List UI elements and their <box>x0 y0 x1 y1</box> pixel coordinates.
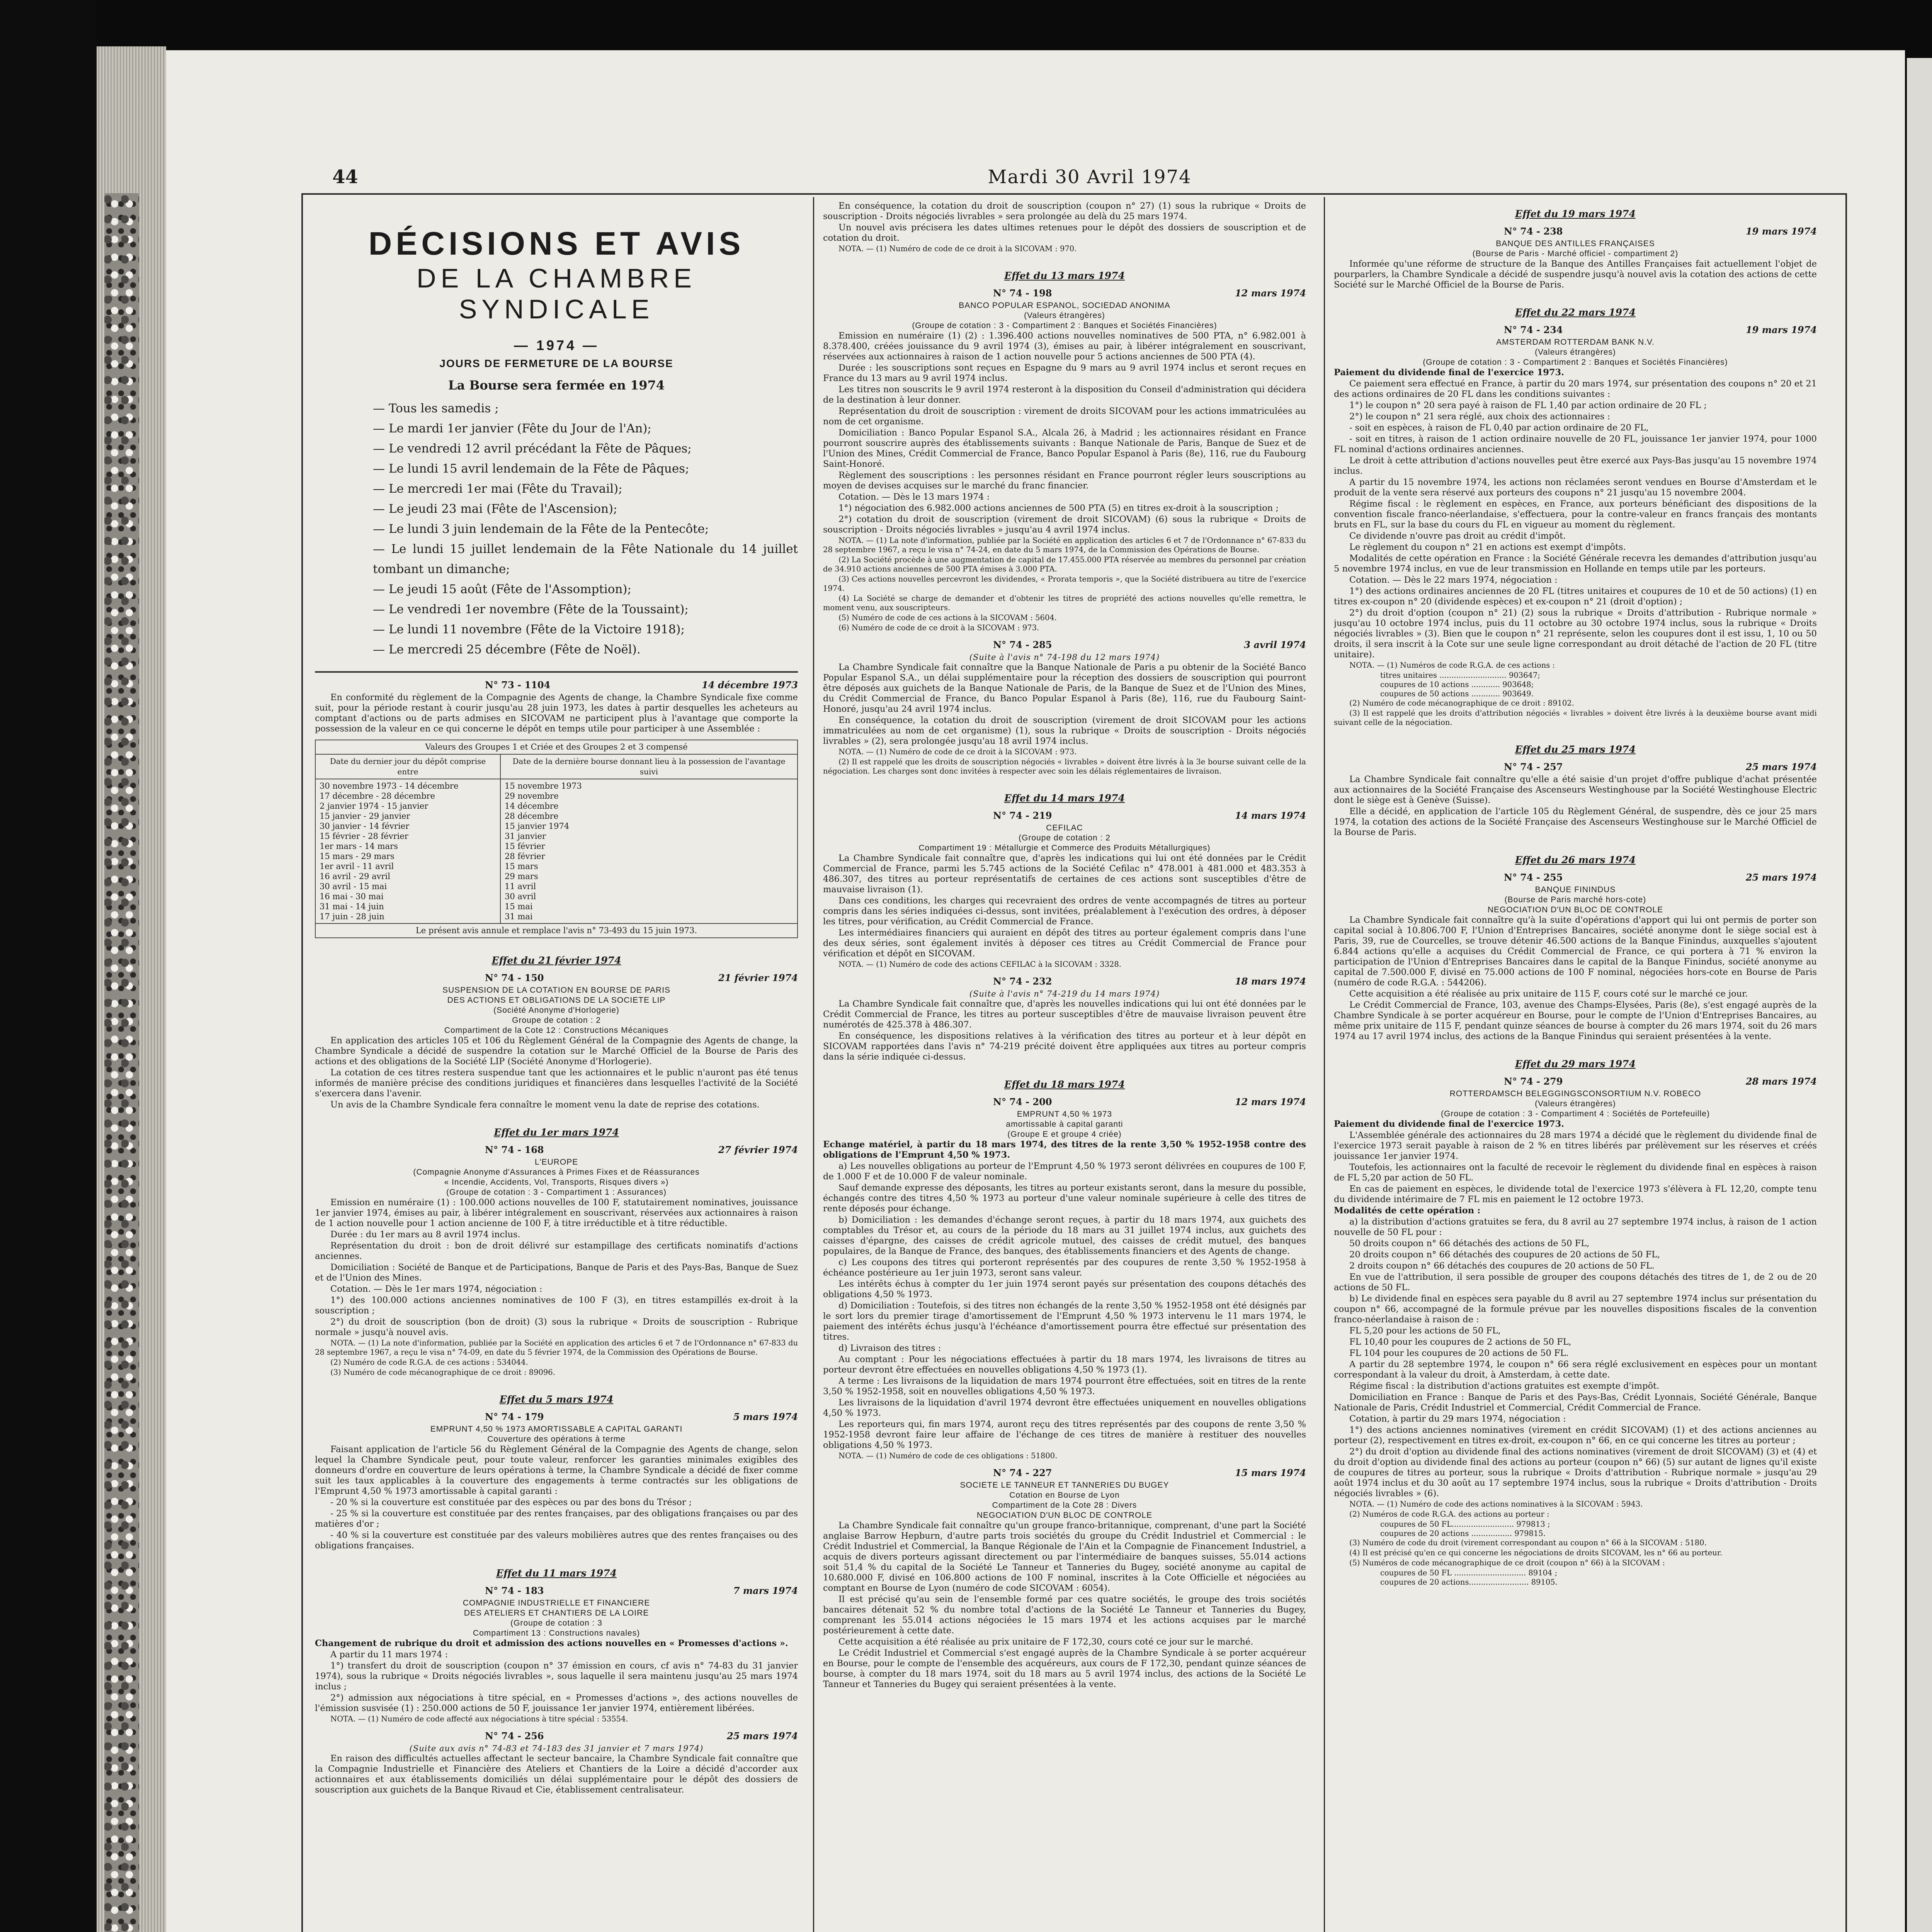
closing-days-heading: JOURS DE FERMETURE DE LA BOURSE <box>439 357 673 369</box>
paragraph: 2°) le coupon n° 21 sera réglé, aux choix des actionnaires : <box>1349 412 1611 422</box>
paragraph: La cotation de ces titres restera suspendue tant que les actionnaires et le public n'auront pas été tenus informés de manière précise des conditions juridiques et financières dans lesquelles l'activité de la Société s'exercera dans l'avenir. <box>315 1068 798 1099</box>
notice-number: N° 74 - 234 <box>1504 324 1563 335</box>
column-1 <box>315 201 798 1932</box>
company-line: (Société Anonyme d'Horlogerie) <box>493 1006 619 1015</box>
company-line: (Valeurs étrangères) <box>1024 311 1105 320</box>
effective-date-heading: Effet du 1er mars 1974 <box>494 1127 619 1138</box>
running-head <box>332 166 1847 193</box>
footnote: (5) Numéros de code mécanographique de ce droit (coupon n° 66) à la SICOVAM : <box>1349 1558 1665 1567</box>
company-line: NEGOCIATION D'UN BLOC DE CONTROLE <box>1487 905 1663 914</box>
notice-date: 3 avril 1974 <box>1244 639 1306 650</box>
paragraph: Le Crédit Industriel et Commercial s'est engagé auprès de la Chambre Syndicale à se porter acquéreur en Bourse, pour le compte de l'ensemble des acquéreurs, aux cours de F 172,30, pendant quinze séances de bourse, à compter du 18 mars 1974, soit du 18 mars au 5 avril 1974 inclus, des actions de la Société Le Tanneur et Tanneries du Bugey qui seraient présentées à la vente. <box>823 1648 1306 1689</box>
notice-header <box>315 1412 798 1422</box>
notice-header <box>1334 226 1817 236</box>
company-line: Compartiment 13 : Constructions navales) <box>473 1629 640 1638</box>
paragraph: La Chambre Syndicale fait connaître qu'elle a été saisie d'un projet d'offre publique d'achat présentée aux actionnaires de la Société Française des Ascenseurs Westinghouse par la Société Westinghouse Electric dont le siège est à Genève (Suisse). <box>1334 774 1817 805</box>
notice-date: 19 mars 1974 <box>1745 226 1817 237</box>
company-line: (Bourse de Paris - Marché officiel - compartiment 2) <box>1472 249 1679 258</box>
list-item: coupures de 20 actions ................. 979815. <box>1380 1529 1546 1538</box>
notice-date: 15 mars 1974 <box>1235 1467 1306 1478</box>
footnote: NOTA. — (1) Numéro de code des actions nominatives à la SICOVAM : 5943. <box>1349 1500 1643 1509</box>
paragraph: Cotation. — Dès le 22 mars 1974, négociation : <box>1349 575 1558 585</box>
paragraph: En conséquence, les dispositions relatives à la vérification des titres au porteur et à leur dépôt en SICOVAM rapportées dans l'avis n° 74-219 précité doivent être appliquées aux titres au porteur compris dans la série indiquée ci-dessus. <box>823 1031 1306 1062</box>
effective-date-heading: Effet du 5 mars 1974 <box>499 1394 614 1405</box>
notice-date: 7 mars 1974 <box>733 1585 798 1596</box>
footnote: (3) Ces actions nouvelles percevront les dividendes, « Prorata temporis », que la Société distribuera au titre de l'exercice 1974. <box>823 575 1306 593</box>
notice-header <box>1334 325 1817 335</box>
column-rule <box>813 197 814 1932</box>
effective-date-heading: Effet du 14 mars 1974 <box>1004 793 1125 804</box>
record-dates-table <box>315 740 798 938</box>
code-list <box>1334 1568 1817 1587</box>
paragraph: Les reporteurs qui, fin mars 1974, auront reçu des titres représentés par des coupons de rente 3,50 % 1952-1958 devront faire leur affaire de l'échange de ces titres de manière à restituer des nouvelles obligations 4,50 % 1973. <box>823 1419 1306 1450</box>
paragraph: Durée : les souscriptions sont reçues en Espagne du 9 mars au 9 avril 1974 inclus et seront reçues en France du 13 mars au 9 avril 1974 inclus. <box>823 363 1306 383</box>
paragraph: En application des articles 105 et 106 du Règlement Général de la Compagnie des Agents de change, la Chambre Syndicale a décidé de suspendre la cotation sur le Marché Officiel de la Bourse de Paris des actions et des obligations de la Société LIP (Société Anonyme d'Horlogerie). <box>315 1036 798 1066</box>
paragraph: Les titres non souscrits le 9 avril 1974 resteront à la disposition du Conseil d'administration qui décidera de la destination à leur donner. <box>823 384 1306 405</box>
paragraph: Le règlement du coupon n° 21 en actions est exempt d'impôts. <box>1349 542 1626 552</box>
notice-date: 5 mars 1974 <box>733 1411 798 1422</box>
notice-number: N° 74 - 257 <box>1504 761 1563 772</box>
section-banner <box>315 224 798 369</box>
paragraph: Cette acquisition a été réalisée au prix unitaire de 115 F, cours coté sur le marché ce jour. <box>1349 989 1748 999</box>
effective-date-heading: Effet du 21 février 1974 <box>492 955 621 966</box>
paragraph: 2°) du droit d'option (coupon n° 21) (2) sous la rubrique « Droits d'attribution - Rubrique normale » jusqu'au 10 octobre 1974 inclus, puis du 11 octobre au 30 octobre 1974 inclus, sous la rubrique « Droits négociés livrables » (3). Bien que le coupon n° 21 représente, selon les coupures dont il est issu, 1, 10 ou 50 droits, il sera inscrit à la Cote sur une seule ligne correspondant au droit détaché de l'action de 20 FL (titre unitaire). <box>1334 608 1817 660</box>
company-line: Compartiment de la Cote 12 : Constructions Mécaniques <box>444 1026 669 1035</box>
paragraph: 1°) des 100.000 actions anciennes nominatives de 100 F (3), en titres estampillés ex-droit à la souscription ; <box>315 1295 798 1316</box>
paragraph: Cette acquisition a été réalisée au prix unitaire de F 172,30, cours coté ce jour sur le marché. <box>838 1637 1253 1647</box>
company-line: (Bourse de Paris marché hors-cote) <box>1504 895 1646 904</box>
company-line: SUSPENSION DE LA COTATION EN BOURSE DE PARIS <box>442 986 671 995</box>
footnote: NOTA. — (1) La note d'information, publiée par la Société en application des articles 6 et 7 de l'Ordonnance n° 67-833 du 28 septembre 1967, a reçu le visa n° 74-24, en date du 5 mars 1974, de la Commission des Opérations de Bourse. <box>823 536 1306 554</box>
suite-reference: (Suite à l'avis n° 74-219 du 14 mars 1974) <box>969 989 1160 998</box>
effective-date-heading: Effet du 18 mars 1974 <box>1004 1079 1125 1090</box>
table-cell: 30 novembre 1973 - 14 décembre 17 décembre - 28 décembre 2 janvier 1974 - 15 janvier 15 janvier - 29 janvier 30 janvier - 14 février 15 février - 28 février 1er mars - 14 mars 15 mars - 29 mars 1er avril - 11 avril 16 avril - 29 avril 30 avril - 15 mai 16 mai - 30 mai 31 mai - 14 juin 17 juin - 28 juin <box>315 779 500 923</box>
list-item: — Le lundi 15 avril lendemain de la Fête de Pâques; <box>373 459 798 479</box>
footnote: (4) La Société se charge de demander et d'obtenir les titres de propriété des actions nouvelles qu'elle remettra, le moment venu, aux souscripteurs. <box>823 594 1306 612</box>
notice-header <box>823 976 1306 986</box>
column-header: Date du dernier jour du dépôt comprise entre <box>315 754 500 779</box>
company-line: L'EUROPE <box>534 1158 578 1167</box>
paragraph: Toutefois, les actionnaires ont la faculté de recevoir le règlement du dividende final en espèces à raison de FL 5,20 par action de 50 FL. <box>1334 1162 1817 1183</box>
paragraph: Cotation. — Dès le 1er mars 1974, négociation : <box>330 1284 543 1294</box>
notice-date: 25 mars 1974 <box>1745 761 1817 772</box>
paragraph: Cotation. — Dès le 13 mars 1974 : <box>838 492 990 502</box>
list-item: coupures de 20 actions......................... 89105. <box>1380 1578 1558 1587</box>
company-line: EMPRUNT 4,50 % 1973 AMORTISSABLE A CAPITAL GARANTI <box>430 1425 683 1434</box>
company-line: Compartiment 19 : Métallurgie et Commerce des Produits Métallurgiques) <box>918 844 1211 852</box>
suite-reference: (Suite à l'avis n° 74-198 du 12 mars 1974) <box>969 653 1160 662</box>
paragraph: b) Domiciliation : les demandes d'échange seront reçues, à partir du 18 mars 1974, aux guichets des comptables du Trésor et, au cours de la période du 18 mars au 31 juillet 1974 inclus, aux guichets des caisses d'épargne, des caisses de crédit agricole mutuel, des caisses de crédit mutuel, des banques populaires, de la Banque de France, des banques, des établissements financiers et des Agents de change. <box>823 1215 1306 1256</box>
paragraph: 2 droits coupon n° 66 détachés des coupures de 20 actions de 50 FL. <box>1349 1261 1655 1271</box>
paragraph: a) la distribution d'actions gratuites se fera, du 8 avril au 27 septembre 1974 inclus, à raison de 1 action nouvelle de 50 FL pour : <box>1334 1217 1817 1237</box>
footnote: (3) Il est rappelé que les droits d'attribution négociés « livrables » doivent être livrés à la deuxième bourse avant midi suivant celle de la négociation. <box>1334 709 1817 727</box>
footnote: NOTA. — (1) La note d'information, publiée par la Société en application des articles 6 et 7 de l'Ordonnance n° 67-833 du 28 septembre 1967, a reçu le visa n° 74-09, en date du 5 février 1974, de la Commission des Opérations de Bourse. <box>315 1338 798 1357</box>
paragraph: A partir du 11 mars 1974 : <box>330 1650 448 1660</box>
effective-date-heading: Effet du 26 mars 1974 <box>1515 854 1636 866</box>
paragraph: Emission en numéraire (1) (2) : 1.396.400 actions nouvelles nominatives de 500 PTA, n° 6.982.001 à 8.378.400, créées jouissance du 9 avril 1974 (3), émises au pair, à libérer intégralement en souscrivant, réservées aux actionnaires à raison de 1 action nouvelle pour 5 actions anciennes de 500 PTA (4). <box>823 331 1306 362</box>
paragraph: A partir du 15 novembre 1974, les actions non réclamées seront vendues en Bourse d'Amsterdam et le produit de la vente sera réservé aux porteurs des coupons n° 21 jusqu'au 15 novembre 2004. <box>1334 477 1817 498</box>
notice-header <box>315 1145 798 1155</box>
company-line: EMPRUNT 4,50 % 1973 <box>1017 1110 1112 1119</box>
list-item: — Tous les samedis ; <box>373 398 798 418</box>
marbled-book-edge <box>104 193 139 1932</box>
paragraph: En raison des difficultés actuelles affectant le secteur bancaire, la Chambre Syndicale fait connaître que la Compagnie Industrielle et Financière des Ateliers et Chantiers de la Loire a décidé d'accorder aux actionnaires et aux établissements domiciliés un délai supplémentaire pour le dépôt des dossiers de souscription aux guichets de la Banque Rivaud et Cie, établissement centralisateur. <box>315 1753 798 1795</box>
effective-date-heading: Effet du 13 mars 1974 <box>1004 270 1125 281</box>
notice-number: N° 74 - 238 <box>1504 226 1563 237</box>
paragraph: 1°) le coupon n° 20 sera payé à raison de FL 1,40 par action ordinaire de 20 FL ; <box>1349 400 1707 410</box>
company-line: BANQUE DES ANTILLES FRANÇAISES <box>1496 239 1655 248</box>
paragraph: 20 droits coupon n° 66 détachés des coupures de 20 actions de 50 FL, <box>1349 1250 1660 1260</box>
list-item: — Le mardi 1er janvier (Fête du Jour de l'An); <box>373 418 798 439</box>
column-3 <box>1334 201 1817 1932</box>
notice-date: 25 mars 1974 <box>1745 872 1817 883</box>
paragraph: En conséquence, la cotation du droit de souscription (coupon n° 27) (1) sous la rubrique « Droits de souscription - Droits négociés livrables » sera prolongée au delà du 25 mars 1974. <box>823 201 1306 221</box>
notice-number: N° 74 - 255 <box>1504 872 1563 883</box>
company-line: Groupe de cotation : 2 <box>512 1016 601 1025</box>
paragraph-heading: Echange matériel, à partir du 18 mars 1974, des titres de la rente 3,50 % 1952-1958 contre des obligations de l'Emprunt 4,50 % 1973. <box>823 1139 1306 1160</box>
paragraph-heading: Paiement du dividende final de l'exercice 1973. <box>1334 1119 1565 1129</box>
footnote: (2) Numéros de code R.G.A. des actions au porteur : <box>1349 1510 1549 1519</box>
paragraph: La Chambre Syndicale fait connaître qu'un groupe franco-britannique, comprenant, d'une part la Société anglaise Barrow Hepburn, d'autre parts trois sociétés du groupe du Crédit Industriel et Commercial : le Crédit Industriel et Commercial, la Banque Régionale de l'Ain et la Compagnie de Financement Industriel, a acquis de divers porteurs agissant directement ou par l'intermédiaire de banques suisses, 55.014 actions soit 51,4 % du capital de la Société Le Tanneur et Tanneries du Bugey, société anonyme au capital de 10.680.000 F, divisé en 106.800 actions de 100 F nominal, inscrites à la Cote Officielle et négociées au comptant en Bourse de Lyon (numéro de code SICOVAM : 6054). <box>823 1520 1306 1593</box>
paragraph: Les livraisons de la liquidation d'avril 1974 devront être effectuées uniquement en nouvelles obligations 4,50 % 1973. <box>823 1398 1306 1418</box>
notice-header <box>823 1468 1306 1478</box>
table-cell: 15 novembre 1973 29 novembre 14 décembre 28 décembre 15 janvier 1974 31 janvier 15 février 28 février 15 mars 29 mars 11 avril 30 avril 15 mai 31 mai <box>500 779 798 923</box>
company-line: NEGOCIATION D'UN BLOC DE CONTROLE <box>976 1511 1153 1520</box>
list-item: — Le lundi 3 juin lendemain de la Fête de la Pentecôte; <box>373 519 798 539</box>
column-2 <box>823 201 1306 1932</box>
notice-date: 27 février 1974 <box>718 1144 798 1155</box>
notice-number: N° 74 - 219 <box>993 810 1052 821</box>
notice-number: N° 74 - 179 <box>485 1411 544 1422</box>
company-line: (Groupe de cotation : 3 - Compartiment 2 : Banques et Sociétés Financières) <box>1423 358 1728 367</box>
paragraph: Domiciliation en France : Banque de Paris et des Pays-Bas, Crédit Lyonnais, Société Générale, Banque Nationale de Paris, Crédit Industriel et Commercial, Crédit Commercial de France. <box>1334 1392 1817 1413</box>
notice-header <box>823 639 1306 650</box>
notice-header <box>823 288 1306 298</box>
paragraph: 2°) admission aux négociations à titre spécial, en « Promesses d'actions », des actions nouvelles de l'émission susvisée (1) : 250.000 actions de 50 F, jouissance 1er janvier 1974, entièrement libérées. <box>315 1693 798 1713</box>
paragraph: La Chambre Syndicale fait connaître que, d'après les nouvelles indications qui lui ont été données par le Crédit Commercial de France, les titres au porteur susceptibles d'être de mauvaise livraison peuvent être numérotés de 425.378 à 486.307. <box>823 999 1306 1030</box>
footnote: (6) Numéro de code de ce droit à la SICOVAM : 973. <box>838 623 1039 632</box>
effective-date-heading: Effet du 22 mars 1974 <box>1515 307 1636 318</box>
notice-date: 25 mars 1974 <box>726 1730 798 1742</box>
paragraph: La Chambre Syndicale fait connaître qu'à la suite d'opérations d'apport qui lui ont permis de porter son capital social à 10.806.700 F, l'Union d'Entreprises Bancaires, société anonyme dont le siège social est à Paris, 39, rue de Courcelles, se trouve détenir 46.500 actions de la Banque Finindus, auxquelles s'ajoutent 6.844 actions qu'elle a acquises du Crédit Commercial de France, ce qui portera à 71 % environ la participation de l'Union d'Entreprises Bancaires dans le capital de la Banque Finindus, société anonyme au capital de 7.500.000 F, divisé en 75.000 actions de 100 F nominal, négociées hors-cote en Bourse de Paris (numéro de code R.G.A. : 544206). <box>1334 915 1817 988</box>
banner-year: — 1974 — <box>514 337 599 353</box>
notice-number: N° 74 - 232 <box>993 976 1052 987</box>
footnote: (3) Numéro de code mécanographique de ce droit : 89096. <box>330 1368 555 1377</box>
company-line: BANCO POPULAR ESPANOL, SOCIEDAD ANONIMA <box>959 301 1170 310</box>
company-line: Cotation en Bourse de Lyon <box>1009 1491 1120 1500</box>
notice-header <box>1334 762 1817 772</box>
footnote: (2) Il est rappelé que les droits de souscription négociés « livrables » doivent être livrés à la 3e bourse suivant celle de la négociation. Les charges sont donc invitées à respecter avec soin les délais réglementaires de livraison. <box>823 757 1306 776</box>
notice-header <box>1334 872 1817 883</box>
paragraph: Ce paiement sera effectué en France, à partir du 20 mars 1974, sur présentation des coupons n° 20 et 21 des actions ordinaires de 20 FL dans les conditions suivantes : <box>1334 379 1817 399</box>
paragraph: FL 10,40 pour les coupures de 2 actions de 50 FL, <box>1349 1337 1571 1347</box>
company-line: DES ATELIERS ET CHANTIERS DE LA LOIRE <box>464 1609 649 1617</box>
company-line: (Groupe de cotation : 2 <box>1019 833 1111 842</box>
paragraph: Régime fiscal : la distribution d'actions gratuites est exempte d'impôt. <box>1349 1381 1660 1391</box>
notice-header <box>315 1585 798 1596</box>
paragraph: d) Domiciliation : Toutefois, si des titres non échangés de la rente 3,50 % 1952-1958 ont été désignés par le sort lors du premier tirage d'amortissement de l'Emprunt 4,50 % 1973 intervenu le 11 mars 1974, le paiement des intérêts échus jusqu'à l'échéance d'amortissement pourra être effectué sur présentation des titres. <box>823 1301 1306 1342</box>
paragraph: En conformité du règlement de la Compagnie des Agents de change, la Chambre Syndicale fixe comme suit, pour la période restant à courir jusqu'au 28 juin 1973, les dates à partir desquelles les acheteurs au comptant d'actions ou de parts admises en SICOVAM ne participent plus à l'avantage que comporte la possession de la valeur en ce qui concerne le dépôt en temps utile pour participer à une Assemblée : <box>315 692 798 734</box>
notice-number: N° 74 - 285 <box>993 639 1052 650</box>
notice-number: N° 74 - 168 <box>485 1144 544 1155</box>
footnote: (2) La Société procède à une augmentation de capital de 17.455.000 PTA réservée au membres du personnel par création de 34.910 actions anciennes de 500 PTA émises à 3.000 PTA. <box>823 555 1306 573</box>
table-caption: Valeurs des Groupes 1 et Criée et des Groupes 2 et 3 compensé <box>315 740 798 754</box>
list-item: coupures de 50 FL.......................... 979813 ; <box>1380 1520 1550 1529</box>
paragraph: Représentation du droit : bon de droit délivré sur estampillage des certificats nominatifs d'actions anciennes. <box>315 1241 798 1261</box>
paragraph: La Chambre Syndicale fait connaître que la Banque Nationale de Paris a pu obtenir de la Société Banco Popular Espanol S.A., un délai supplémentaire pour la réception des dossiers de souscription qui pourront être déposés aux guichets de la Banque Nationale de Paris, de la Banque de Suez et de l'Union des Mines, du Crédit Commercial de France, du Banco Popular Espanol à Paris (8e), 116, rue du Faubourg Saint-Honoré, jusqu'au 24 avril 1974 inclus. <box>823 662 1306 714</box>
footnote: NOTA. — (1) Numéro de code de ce droit à la SICOVAM : 970. <box>838 244 1077 253</box>
paragraph: - 25 % si la couverture est constituée par des rentes françaises, par des obligations françaises ou par des matières d'or ; <box>315 1509 798 1529</box>
paragraph-heading: Changement de rubrique du droit et admission des actions nouvelles en « Promesses d'actions ». <box>315 1638 788 1648</box>
footnote: (2) Numéro de code R.G.A. de ces actions : 534044. <box>330 1358 528 1367</box>
notice-header <box>315 680 798 690</box>
paragraph: - soit en espèces, à raison de FL 0,40 par action ordinaire de 20 FL, <box>1349 423 1649 433</box>
company-line: AMSTERDAM ROTTERDAM BANK N.V. <box>1496 338 1655 347</box>
notice-number: N° 74 - 183 <box>485 1585 544 1596</box>
column-rule <box>1324 197 1325 1932</box>
notice-number: N° 74 - 279 <box>1504 1076 1563 1087</box>
paragraph: A partir du 28 septembre 1974, le coupon n° 66 sera réglé exclusivement en espèces pour un montant correspondant à la valeur du droit, à Amsterdam, à cette date. <box>1334 1359 1817 1380</box>
paragraph: a) Les nouvelles obligations au porteur de l'Emprunt 4,50 % 1973 seront délivrées en coupures de 100 F, de 1.000 F et de 10.000 F de valeur nominale. <box>823 1161 1306 1182</box>
paragraph: Emission en numéraire (1) : 100.000 actions nouvelles de 100 F, statutairement nominatives, jouissance 1er janvier 1974, émises au pair, à libérer intégralement en souscrivant, réservées aux actionnaires à raison de 1 action nouvelle pour 1 action ancienne de 100 F, à titre irréductible et à titre réductible. <box>315 1197 798 1228</box>
paragraph: A terme : Les livraisons de la liquidation de mars 1974 pourront être effectuées, soit en titres de la rente 3,50 % 1952-1958, soit en nouvelles obligations 4,50 % 1973. <box>823 1376 1306 1396</box>
notice-date: 12 mars 1974 <box>1235 287 1306 299</box>
paragraph: Un avis de la Chambre Syndicale fera connaître le moment venu la date de reprise des cotations. <box>330 1100 760 1110</box>
facing-page-edge <box>1907 58 1932 1932</box>
suite-reference: (Suite aux avis n° 74-83 et 74-183 des 31 janvier et 7 mars 1974) <box>409 1744 704 1753</box>
company-line: « Incendie, Accidents, Vol, Transports, Risques divers ») <box>444 1178 669 1187</box>
paragraph-heading: Paiement du dividende final de l'exercice 1973. <box>1334 367 1565 378</box>
company-line: (Compagnie Anonyme d'Assurances à Primes Fixes et de Réassurances <box>413 1168 700 1177</box>
paragraph: - soit en titres, à raison de 1 action ordinaire nouvelle de 20 FL, jouissance 1er janvier 1974, pour 1000 FL nominal d'actions ordinaires anciennes. <box>1334 434 1817 454</box>
footnote: NOTA. — (1) Numéro de code de ce droit à la SICOVAM : 973. <box>838 747 1077 756</box>
list-item: coupures de 10 actions ............ 903648; <box>1380 680 1534 689</box>
paragraph: Les intermédiaires financiers qui auraient en dépôt des titres au porteur également compris dans l'une des deux séries, sont également invités à déposer ces titres au Crédit Commercial de France pour vérification et dépôt en SICOVAM. <box>823 928 1306 959</box>
company-line: amortissable à capital garanti <box>1006 1120 1123 1129</box>
list-item: coupures de 50 FL .............................. 89104 ; <box>1380 1568 1558 1577</box>
notice-number: N° 74 - 200 <box>993 1096 1052 1107</box>
paragraph: Faisant application de l'article 56 du Règlement Général de la Compagnie des Agents de change, selon lequel la Chambre Syndicale peut, pour toute valeur, renforcer les garanties minimales exigibles des donneurs d'ordre en couverture de leurs opérations à terme, la Chambre Syndicale a décidé de fixer comme suit les taux applicables à la couverture des engagements à terme contractés sur les obligations de l'Emprunt 4,50 % 1973 amortissable à capital garanti : <box>315 1444 798 1496</box>
notice-header <box>1334 1076 1817 1087</box>
paragraph: FL 5,20 pour les actions de 50 FL, <box>1349 1326 1501 1336</box>
paragraph: Domiciliation : Société de Banque et de Participations, Banque de Paris et des Pays-Bas, Banque de Suez et de l'Union des Mines. <box>315 1262 798 1283</box>
footnote: (5) Numéro de code de ces actions à la SICOVAM : 5604. <box>838 613 1057 622</box>
company-line: (Groupe E et groupe 4 criée) <box>1007 1130 1122 1139</box>
notice-number: N° 73 - 1104 <box>485 679 551 690</box>
list-item: — Le lundi 15 juillet lendemain de la Fête Nationale du 14 juillet tombant un dimanche; <box>373 539 798 579</box>
company-line: (Groupe de cotation : 3 - Compartiment 2 : Banques et Sociétés Financières) <box>912 321 1217 330</box>
paragraph: 2°) du droit d'option au dividende final des actions nominatives (virement de droit SICOVAM) (3) et (4) et du droit d'option au dividende final des actions au porteur (coupon n° 66) (5) sur autant de lignes qu'il existe de coupures de titres au porteur, sous la rubrique « Droits d'attribution - Rubrique normale » jusqu'au 29 août 1974 inclus et du 30 août au 17 septembre 1974 inclus, sous la rubrique « Droits d'attribution - Droits négociés livrables » (6). <box>1334 1447 1817 1498</box>
company-line: CEFILAC <box>1046 823 1083 832</box>
paragraph: Informée qu'une réforme de structure de la Banque des Antilles Françaises fait actuellement l'objet de pourparlers, la Chambre Syndicale a décidé de suspendre jusqu'à nouvel avis la cotation des actions de cette Société sur le Marché Officiel de la Bourse de Paris. <box>1334 259 1817 290</box>
notice-header <box>823 1097 1306 1107</box>
notice-date: 21 février 1974 <box>718 972 798 983</box>
company-line: DES ACTIONS ET OBLIGATIONS DE LA SOCIETE LIP <box>447 996 666 1005</box>
effective-date-heading: Effet du 11 mars 1974 <box>496 1568 617 1579</box>
notice-number: N° 74 - 150 <box>485 972 544 983</box>
paragraph: Règlement des souscriptions : les personnes résidant en France pourront régler leurs souscriptions au moyen de devises acquises sur le marché du franc financier. <box>823 470 1306 491</box>
list-item: — Le vendredi 1er novembre (Fête de la Toussaint); <box>373 599 798 619</box>
paragraph: En vue de l'attribution, il sera possible de grouper des coupons détachés des titres de 1, de 2 ou de 20 actions de 50 FL. <box>1334 1272 1817 1293</box>
code-list <box>1334 671 1817 699</box>
paragraph: Domiciliation : Banco Popular Espanol S.A., Alcala 26, à Madrid ; les actionnaires résidant en France pourront souscrire auprès des établissements suivants : Banque Nationale de Paris, Banque de Suez et de l'Union des Mines, Crédit Commercial de France, Banco Popular Espanol à Paris (8e), 116, rue du Faubourg Saint-Honoré. <box>823 428 1306 469</box>
paragraph: Régime fiscal : le règlement en espèces, en France, aux porteurs bénéficiant des dispositions de la convention fiscale franco-néerlandaise, s'effectuera, pour la contre-valeur en francs français des montants bruts en FL, sur la base du cours du FL en vigueur au moment du règlement. <box>1334 499 1817 530</box>
list-item: titres unitaires ............................ 903647; <box>1380 671 1540 680</box>
company-line: (Valeurs étrangères) <box>1535 1099 1616 1108</box>
notice-number: N° 74 - 198 <box>993 287 1052 299</box>
paragraph: 2°) cotation du droit de souscription (virement de droit SICOVAM) (6) sous la rubrique « Droits de souscription - Droits négociés livrables » jusqu'au 4 avril 1974 inclus. <box>823 514 1306 535</box>
paragraph: Les intérêts échus à compter du 1er juin 1974 seront payés sur présentation des coupons détachés des obligations 4,50 % 1973. <box>823 1279 1306 1299</box>
paragraph: 1°) des actions anciennes nominatives (virement en crédit SICOVAM) (1) et des actions anciennes au porteur (2), respectivement en titres ex-droit, ex-coupon n° 66, en ce qui concerne les titres au porteur ; <box>1334 1425 1817 1446</box>
company-line: BANQUE FININDUS <box>1535 885 1616 894</box>
paragraph-heading: Modalités de cette opération : <box>1334 1206 1481 1216</box>
company-line: (Groupe de cotation : 3 - Compartiment 1 : Assurances) <box>446 1188 667 1197</box>
company-line: (Valeurs étrangères) <box>1535 348 1616 357</box>
company-line: SOCIETE LE TANNEUR ET TANNERIES DU BUGEY <box>960 1481 1169 1490</box>
closed-title: La Bourse sera fermée en 1974 <box>448 378 665 393</box>
paragraph: Cotation, à partir du 29 mars 1974, négociation : <box>1349 1414 1566 1424</box>
paragraph: Le droit à cette attribution d'actions nouvelles peut être exercé aux Pays-Bas jusqu'au 15 novembre 1974 inclus. <box>1334 456 1817 476</box>
table-footer: Le présent avis annule et remplace l'avis n° 73-493 du 15 juin 1973. <box>315 923 798 938</box>
footnote: NOTA. — (1) Numéros de code R.G.A. de ces actions : <box>1349 661 1555 670</box>
company-line: Couverture des opérations à terme <box>487 1435 626 1444</box>
paragraph: d) Livraison des titres : <box>838 1343 941 1353</box>
paragraph: 1°) transfert du droit de souscription (coupon n° 37 émission en cours, cf avis n° 74-83 du 31 janvier 1974), sous la rubrique « Droits négociés livrables », sous laquelle il sera maintenu jusqu'au 25 mars 1974 inclus ; <box>315 1661 798 1692</box>
paragraph: L'Assemblée générale des actionnaires du 28 mars 1974 a décidé que le règlement du dividende final de l'exercice 1973 serait payable à raison de 2 % en titres libérés par prélèvement sur les réserves et créés jouissance 1er janvier 1974. <box>1334 1130 1817 1161</box>
list-item: — Le lundi 11 novembre (Fête de la Victoire 1918); <box>373 619 798 639</box>
page-number: 44 <box>332 166 358 188</box>
list-item: — Le vendredi 12 avril précédant la Fête de Pâques; <box>373 439 798 459</box>
paragraph: En cas de paiement en espèces, le dividende total de l'exercice 1973 s'élèvera à FL 12,20, compte tenu du dividende intérimaire de 7 FL mis en paiement le 12 octobre 1973. <box>1334 1184 1817 1204</box>
list-item: coupures de 50 actions ............ 903649. <box>1380 689 1534 698</box>
effective-date-heading: Effet du 29 mars 1974 <box>1515 1058 1636 1070</box>
paragraph: Elle a décidé, en application de l'article 105 du Règlement Général, de suspendre, dès ce jour 25 mars 1974, la cotation des actions de la Société Française des Ascenseurs Westinghouse sur le Marché Officiel de la Bourse de Paris. <box>1334 806 1817 837</box>
footnote: (4) Il est précisé qu'en ce qui concerne les négociations de droits SICOVAM, les n° 66 au porteur. <box>1349 1548 1723 1557</box>
footnote: NOTA. — (1) Numéro de code des actions CEFILAC à la SICOVAM : 3328. <box>838 960 1122 969</box>
banner-subtitle: DE LA CHAMBRE SYNDICALE <box>417 263 696 324</box>
paragraph: Au comptant : Pour les négociations effectuées à partir du 18 mars 1974, les livraisons de titres au porteur devront être effectuées en nouvelles obligations 4,50 % 1973 (1). <box>823 1354 1306 1375</box>
effective-date-heading: Effet du 25 mars 1974 <box>1515 744 1636 755</box>
footnote: (3) Numéro de code du droit (virement correspondant au coupon n° 66 à la SICOVAM : 5180. <box>1349 1538 1707 1547</box>
footnote: (2) Numéro de code mécanographique de ce droit : 89102. <box>1349 699 1574 707</box>
paragraph: Modalités de cette opération en France : la Société Générale recevra les demandes d'attribution jusqu'au 5 novembre 1974 inclus, en vue de leur transmission en Hollande en temps utile par les porteurs. <box>1334 553 1817 574</box>
paragraph: - 40 % si la couverture est constituée par des valeurs mobilières autres que des rentes françaises ou des obligations françaises. <box>315 1530 798 1551</box>
notice-date: 12 mars 1974 <box>1235 1096 1306 1107</box>
holiday-list <box>315 398 798 660</box>
notice-header <box>823 810 1306 821</box>
company-line: (Groupe de cotation : 3 - Compartiment 4 : Sociétés de Portefeuille) <box>1441 1109 1710 1118</box>
code-list <box>1334 1520 1817 1538</box>
list-item: — Le jeudi 23 mai (Fête de l'Ascension); <box>373 499 798 519</box>
paragraph: En conséquence, la cotation du droit de souscription (virement de droit SICOVAM pour les actions immatriculées au nom de cet organisme) (1), sous la rubrique « Droits de souscription - Droits négociés livrables » (2), sera prolongée jusqu'au 18 avril 1974 inclus. <box>823 715 1306 746</box>
paragraph: c) Les coupons des titres qui porteront représentés par des coupures de rente 3,50 % 1952-1958 à échéance postérieure au 1er juin 1973, seront sans valeur. <box>823 1257 1306 1278</box>
paragraph: Sauf demande expresse des déposants, les titres au porteur existants seront, dans la mesure du possible, échangés contre des titres 4,50 % 1973 au porteur d'une valeur nominale supérieure à celle des titres de rente déposés pour échange. <box>823 1183 1306 1214</box>
paragraph: Il est précisé qu'au sein de l'ensemble formé par ces quatre sociétés, le groupe des trois sociétés bancaires détenait 52 % du nombre total d'actions de la Société Le Tanneur et Tanneries du Bugey, comprenant les 55.014 actions négociées le 15 mars 1974 et les actions acquises par le marché postérieurement à cette date. <box>823 1594 1306 1636</box>
notice-header <box>315 1731 798 1741</box>
notice-date: 14 décembre 1973 <box>702 679 798 690</box>
notice-number: N° 74 - 256 <box>485 1730 544 1742</box>
notice-date: 18 mars 1974 <box>1235 976 1306 987</box>
notice-header <box>315 973 798 983</box>
list-item: — Le jeudi 15 août (Fête de l'Assomption); <box>373 579 798 599</box>
paragraph: Un nouvel avis précisera les dates ultimes retenues pour le dépôt des dossiers de souscription et de cotation du droit. <box>823 223 1306 243</box>
company-line: (Groupe de cotation : 3 <box>510 1619 602 1628</box>
paragraph: La Chambre Syndicale fait connaître que, d'après les indications qui lui ont été données par le Crédit Commercial de France, parmi les 5.745 actions de la Société Cefilac n° 478.001 à 481.000 et 483.353 à 486.307, des titres au porteur représentatifs de certaines de ces actions sont susceptibles d'être de mauvaise livraison (1). <box>823 853 1306 895</box>
notice-date: 14 mars 1974 <box>1235 810 1306 821</box>
paragraph: b) Le dividende final en espèces sera payable du 8 avril au 27 septembre 1974 inclus sur présentation du coupon n° 66, accompagné de la formule prévue par les nouvelles dispositions fiscales de la convention franco-néerlandaise à raison de : <box>1334 1294 1817 1325</box>
paragraph: 1°) des actions ordinaires anciennes de 20 FL (titres unitaires et coupures de 10 et de 50 actions) (1) en titres ex-coupon n° 20 (dividende espèces) et ex-coupon n° 21 (droit d'option) ; <box>1334 586 1817 607</box>
column-header: Date de la dernière bourse donnant lieu à la possession de l'avantage suivi <box>500 754 798 779</box>
divider <box>315 671 798 673</box>
company-line: ROTTERDAMSCH BELEGGINGSCONSORTIUM N.V. ROBECO <box>1449 1089 1701 1098</box>
paragraph: Représentation du droit de souscription : virement de droits SICOVAM pour les actions immatriculées au nom de cet organisme. <box>823 406 1306 427</box>
notice-number: N° 74 - 227 <box>993 1467 1052 1478</box>
notice-date: 19 mars 1974 <box>1745 324 1817 335</box>
paragraph: Durée : du 1er mars au 8 avril 1974 inclus. <box>330 1230 520 1240</box>
paragraph: Ce dividende n'ouvre pas droit au crédit d'impôt. <box>1349 531 1566 541</box>
footnote: NOTA. — (1) Numéro de code affecté aux négociations à titre spécial : 53554. <box>330 1714 628 1723</box>
list-item: — Le mercredi 1er mai (Fête du Travail); <box>373 479 798 499</box>
list-item: — Le mercredi 25 décembre (Fête de Noël). <box>373 639 798 660</box>
paragraph: Le Crédit Commercial de France, 103, avenue des Champs-Elysées, Paris (8e), s'est engagé auprès de la Chambre Syndicale à se porter acquéreur en Bourse, pour le compte de l'Union d'Entreprises Bancaires, au même prix unitaire de 115 F, pendant quinze séances de bourse à compter du 26 mars 1974, soit du 26 mars 1974 au 17 avril 1974 inclus, des actions de la Banque Finindus qui seraient présentées à la vente. <box>1334 1000 1817 1041</box>
paragraph: - 20 % si la couverture est constituée par des espèces ou par des bons du Trésor ; <box>330 1497 692 1507</box>
page-date: Mardi 30 Avril 1974 <box>988 166 1192 188</box>
paragraph: Dans ces conditions, les charges qui recevraient des ordres de vente accompagnés de titres au porteur compris dans les séries indiquées ci-dessus, sont invitées, préalablement à l'exécution des ordres, à déposer les titres, pour vérification, au Crédit Commercial de France. <box>823 896 1306 927</box>
footnote: NOTA. — (1) Numéro de code de ces obligations : 51800. <box>838 1451 1058 1460</box>
company-line: Compartiment de la Cote 28 : Divers <box>992 1501 1137 1510</box>
paragraph: 50 droits coupon n° 66 détachés des actions de 50 FL, <box>1349 1238 1590 1248</box>
effective-date-heading: Effet du 19 mars 1974 <box>1515 208 1636 219</box>
company-line: COMPAGNIE INDUSTRIELLE ET FINANCIERE <box>463 1599 650 1607</box>
paragraph: 1°) négociation des 6.982.000 actions anciennes de 500 PTA (5) en titres ex-droit à la souscription ; <box>838 503 1279 513</box>
paragraph: 2°) du droit de souscription (bon de droit) (3) sous la rubrique « Droits de souscription - Rubrique normale » jusqu'à nouvel avis. <box>315 1317 798 1337</box>
paragraph: FL 104 pour les coupures de 20 actions de 50 FL. <box>1349 1348 1569 1358</box>
banner-title: DÉCISIONS ET AVIS <box>368 225 745 262</box>
scan-background-left <box>0 0 97 1932</box>
notice-date: 28 mars 1974 <box>1745 1076 1817 1087</box>
